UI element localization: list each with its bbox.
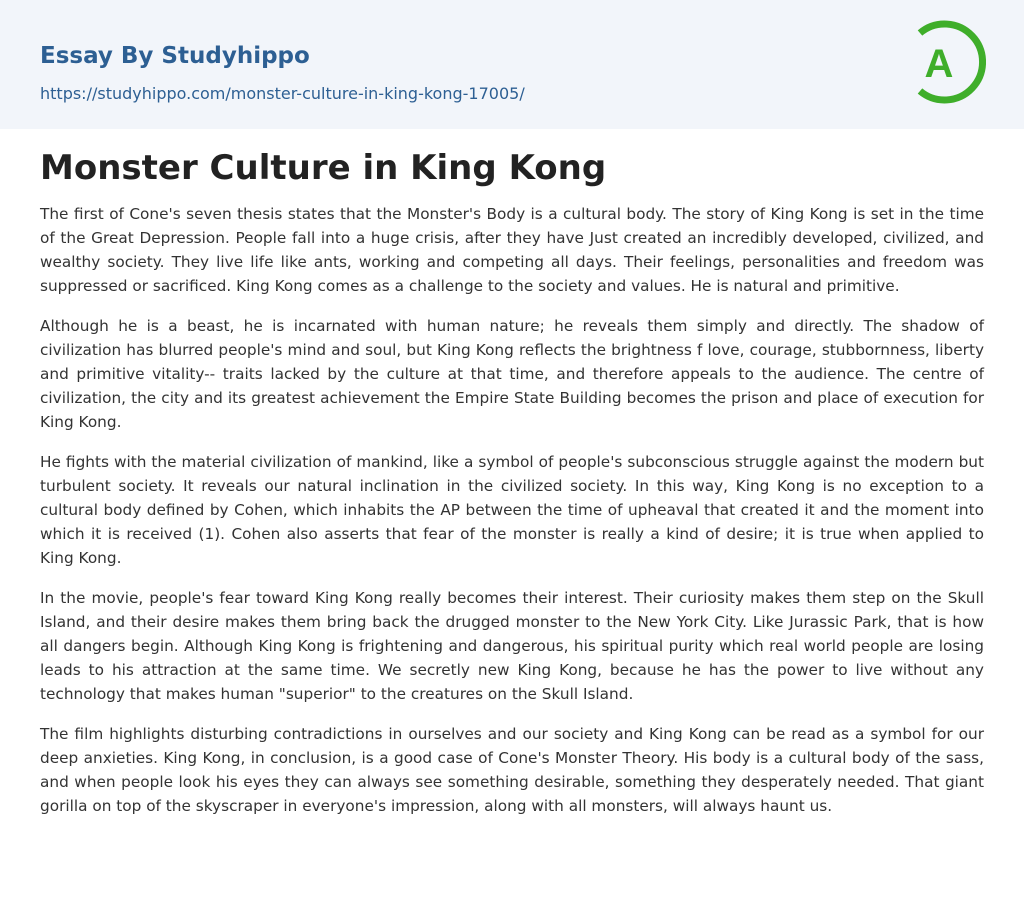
logo-letter: A (924, 42, 954, 86)
studyhippo-logo-icon[interactable] (912, 19, 986, 105)
article-title: Monster Culture in King Kong (40, 148, 607, 188)
article-paragraph-3: He fights with the material civilization of mankind, like a symbol of people's subconscious struggle against the modern but turbulent society. It reveals our natural inclination in the civilized society. In this way, King Kong is no exception to a cultural body defined by Cohen, which inhabits the AP between the time of upheaval that created it and the moment into which it is received (1). Cohen also asserts that fear of the monster is really a kind of desire; it is true when applied to King Kong. (40, 453, 984, 567)
essay-url-link[interactable]: https://studyhippo.com/monster-culture-in-king-kong-17005/ (40, 84, 525, 103)
site-brand[interactable]: Essay By Studyhippo (40, 43, 310, 69)
article-paragraph-4: In the movie, people's fear toward King Kong really becomes their interest. Their curiosity makes them step on the Skull Island, and their desire makes them bring back the drugged monster to the New York City. Like Jurassic Park, that is how all dangers begin. Although King Kong is frightening and dangerous, his spiritual purity which real world people are losing leads to his attraction at the same time. We secretly new King Kong, because he has the power to live without any technology that makes human "superior" to the creatures on the Skull Island. (40, 589, 984, 703)
article-paragraph-5: The film highlights disturbing contradictions in ourselves and our society and King Kong can be read as a symbol for our deep anxieties. King Kong, in conclusion, is a good case of Cone's Monster Theory. His body is a cultural body of the sass, and when people look his eyes they can always see something desirable, something they desperately needed. That giant gorilla on top of the skyscraper in everyone's impression, along with all monsters, will always haunt us. (40, 725, 984, 815)
article-paragraph-1: The first of Cone's seven thesis states that the Monster's Body is a cultural body. The story of King Kong is set in the time of the Great Depression. People fall into a huge crisis, after they have Just created an incredibly developed, civilized, and wealthy society. They live life like ants, working and competing all days. Their feelings, personalities and freedom was suppressed or sacrificed. King Kong comes as a challenge to the society and values. He is natural and primitive. (40, 205, 984, 295)
page-header (0, 0, 1024, 129)
article-content (40, 129, 984, 818)
article-paragraph-2: Although he is a beast, he is incarnated with human nature; he reveals them simply and directly. The shadow of civilization has blurred people's mind and soul, but King Kong reflects the brightness f love, courage, stubbornness, liberty and primitive vitality-- traits lacked by the culture at that time, and therefore appeals to the audience. The centre of civilization, the city and its greatest achievement the Empire State Building becomes the prison and place of execution for King Kong. (40, 317, 984, 431)
